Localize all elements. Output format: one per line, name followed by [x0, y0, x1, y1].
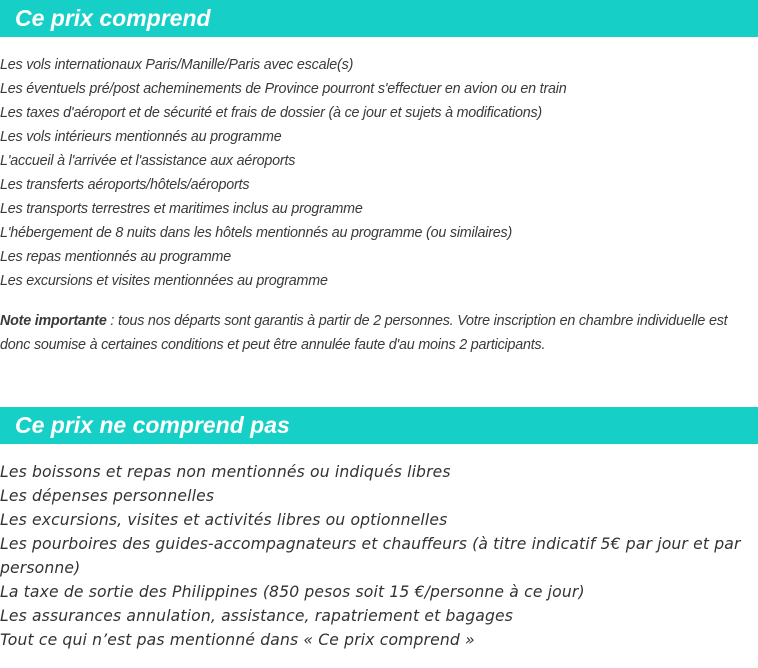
- list-item: La taxe de sortie des Philippines (850 pesos soit 15 €/personne à ce jour): [0, 583, 585, 601]
- not-included-list: [0, 460, 756, 652]
- list-item: Les excursions, visites et activités libres ou optionnelles: [0, 511, 448, 529]
- list-item: Les dépenses personnelles: [0, 487, 215, 505]
- included-list: [0, 53, 758, 293]
- list-item: Les éventuels pré/post acheminements de Province pourront s'effectuer en avion ou en train: [0, 81, 567, 97]
- list-item: Les transferts aéroports/hôtels/aéroports: [0, 177, 250, 193]
- list-item: Les vols internationaux Paris/Manille/Paris avec escale(s): [0, 57, 354, 73]
- important-note: [0, 309, 752, 357]
- section-heading-included: Ce prix comprend: [0, 0, 758, 37]
- list-item: Les boissons et repas non mentionnés ou indiqués libres: [0, 463, 451, 481]
- note-text: : tous nos départs sont garantis à partir de 2 personnes. Votre inscription en chambre individuelle est donc soumise à certaines conditions et peut être annulée faute d'au moins 2 participants.: [0, 313, 728, 353]
- list-item: Les vols intérieurs mentionnés au programme: [0, 129, 282, 145]
- list-item: Les pourboires des guides-accompagnateurs et chauffeurs (à titre indicatif 5€ par jour et par personne): [0, 535, 741, 577]
- list-item: L'accueil à l'arrivée et l'assistance aux aéroports: [0, 153, 296, 169]
- list-item: L'hébergement de 8 nuits dans les hôtels mentionnés au programme (ou similaires): [0, 225, 513, 241]
- list-item: Les excursions et visites mentionnées au programme: [0, 273, 328, 289]
- list-item: Les repas mentionnés au programme: [0, 249, 232, 265]
- section-heading-not-included: Ce prix ne comprend pas: [0, 407, 758, 444]
- list-item: Les assurances annulation, assistance, rapatriement et bagages: [0, 607, 514, 625]
- note-label: Note importante: [0, 313, 107, 329]
- list-item: Tout ce qui n’est pas mentionné dans « Ce prix comprend »: [0, 631, 475, 649]
- list-item: Les taxes d'aéroport et de sécurité et frais de dossier (à ce jour et sujets à modifications): [0, 105, 542, 121]
- list-item: Les transports terrestres et maritimes inclus au programme: [0, 201, 363, 217]
